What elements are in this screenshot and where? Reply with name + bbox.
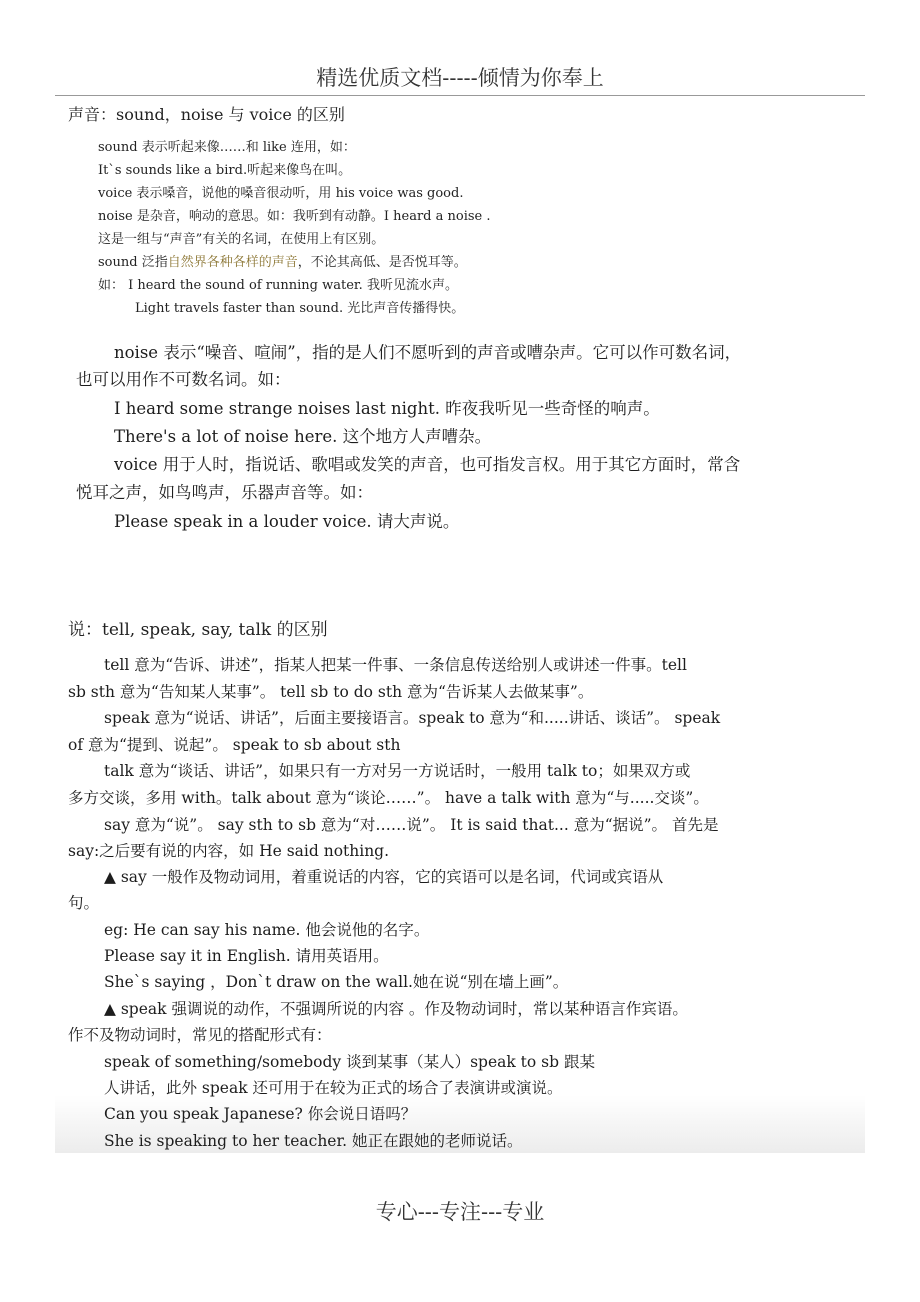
- text-line: speak of something/somebody 谈到某事（某人）speak to sb 跟某: [104, 1053, 595, 1071]
- example-line: Can you speak Japanese? 你会说日语吗？: [104, 1105, 417, 1123]
- text-line: say:之后要有说的内容，如 He said nothing.: [68, 842, 390, 860]
- text-line: It`s sounds like a bird.听起来像鸟在叫。: [98, 163, 352, 178]
- text-line: ▲ say 一般作及物动词用，着重说话的内容，它的宾语可以是名词，代词或宾语从: [104, 868, 664, 886]
- text-line: ▲ speak 强调说的动作，不强调所说的内容 。作及物动词时，常以某种语言作宾语。: [104, 1000, 688, 1018]
- sound-line-post: ，不论其高低、是否悦耳等。: [297, 255, 467, 270]
- text-line: sb sth 意为“告知某人某事”。 tell sb to do sth 意为“告诉某人去做某事”。: [68, 683, 594, 701]
- text-line: noise 是杂音，响动的意思。如：我听到有动静。I heard a noise .: [98, 209, 491, 224]
- sound-line-pre: sound 泛指: [98, 255, 168, 270]
- text-line: 这是一组与“声音”有关的名词，在使用上有区别。: [98, 232, 385, 247]
- text-line: 作不及物动词时，常见的搭配形式有：: [68, 1026, 332, 1044]
- example-line: I heard some strange noises last night. 昨夜我听见一些奇怪的响声。: [114, 399, 660, 418]
- example-line: She`s saying ，Don`t draw on the wall.她在说“别在墙上画”。: [104, 973, 569, 991]
- text-line: speak 意为“说话、讲话”，后面主要接语言。speak to 意为“和.....讲话、谈话”。 speak: [104, 709, 721, 727]
- noise-paragraph-line: noise 表示“噪音、喧闹”，指的是人们不愿听到的声音或嘈杂声。它可以作可数名词，: [114, 343, 742, 362]
- example-line: Please speak in a louder voice. 请大声说。: [114, 512, 460, 531]
- text-line: sound 表示听起来像……和 like 连用，如：: [98, 140, 356, 155]
- header-title: 精选优质文档-----倾情为你奉上: [316, 66, 604, 90]
- text-line: 句。: [68, 894, 100, 912]
- example-line: 如： I heard the sound of running water. 我听见流水声。: [98, 278, 458, 293]
- section-title-say: 说：tell, speak, say, talk 的区别: [68, 620, 328, 640]
- noise-paragraph-line: 也可以用作不可数名词。如：: [76, 370, 291, 389]
- example-line: Please say it in English. 请用英语用。: [104, 947, 389, 965]
- text-line: tell 意为“告诉、讲述”，指某人把某一件事、一条信息传送给别人或讲述一件事。tell: [104, 656, 687, 674]
- text-line: say 意为“说”。 say sth to sb 意为“对……说”。 It is said that... 意为“据说”。 首先是: [104, 816, 719, 834]
- text-line: of 意为“提到、说起”。 speak to sb about sth: [68, 736, 401, 754]
- section-title-sound: 声音：sound，noise 与 voice 的区别: [68, 105, 345, 124]
- text-line: talk 意为“谈话、讲话”，如果只有一方对另一方说话时，一般用 talk to；如果双方或: [104, 762, 691, 780]
- voice-paragraph-line: voice 用于人时，指说话、歌唱或发笑的声音，也可指发言权。用于其它方面时，常含: [114, 455, 741, 474]
- voice-paragraph-line: 悦耳之声，如鸟鸣声，乐器声音等。如：: [76, 483, 373, 502]
- footer-text: 专心---专注---专业: [375, 1200, 545, 1224]
- example-line: Light travels faster than sound. 光比声音传播得快。: [135, 301, 465, 316]
- sound-definition-line: [98, 251, 467, 270]
- text-line: 人讲话，此外 speak 还可用于在较为正式的场合了表演讲或演说。: [104, 1079, 563, 1097]
- example-line: There's a lot of noise here. 这个地方人声嘈杂。: [114, 427, 492, 446]
- text-line: 多方交谈，多用 with。talk about 意为“谈论……”。 have a talk with 意为“与.....交谈”。: [68, 789, 709, 807]
- sound-line-highlight: 自然界各种各样的声音: [167, 255, 298, 270]
- example-line: eg: He can say his name. 他会说他的名字。: [104, 921, 430, 939]
- header-divider: [55, 95, 865, 96]
- text-line: voice 表示嗓音，说他的嗓音很动听，用 his voice was good.: [98, 186, 464, 201]
- example-line: She is speaking to her teacher. 她正在跟她的老师说话。: [104, 1132, 523, 1150]
